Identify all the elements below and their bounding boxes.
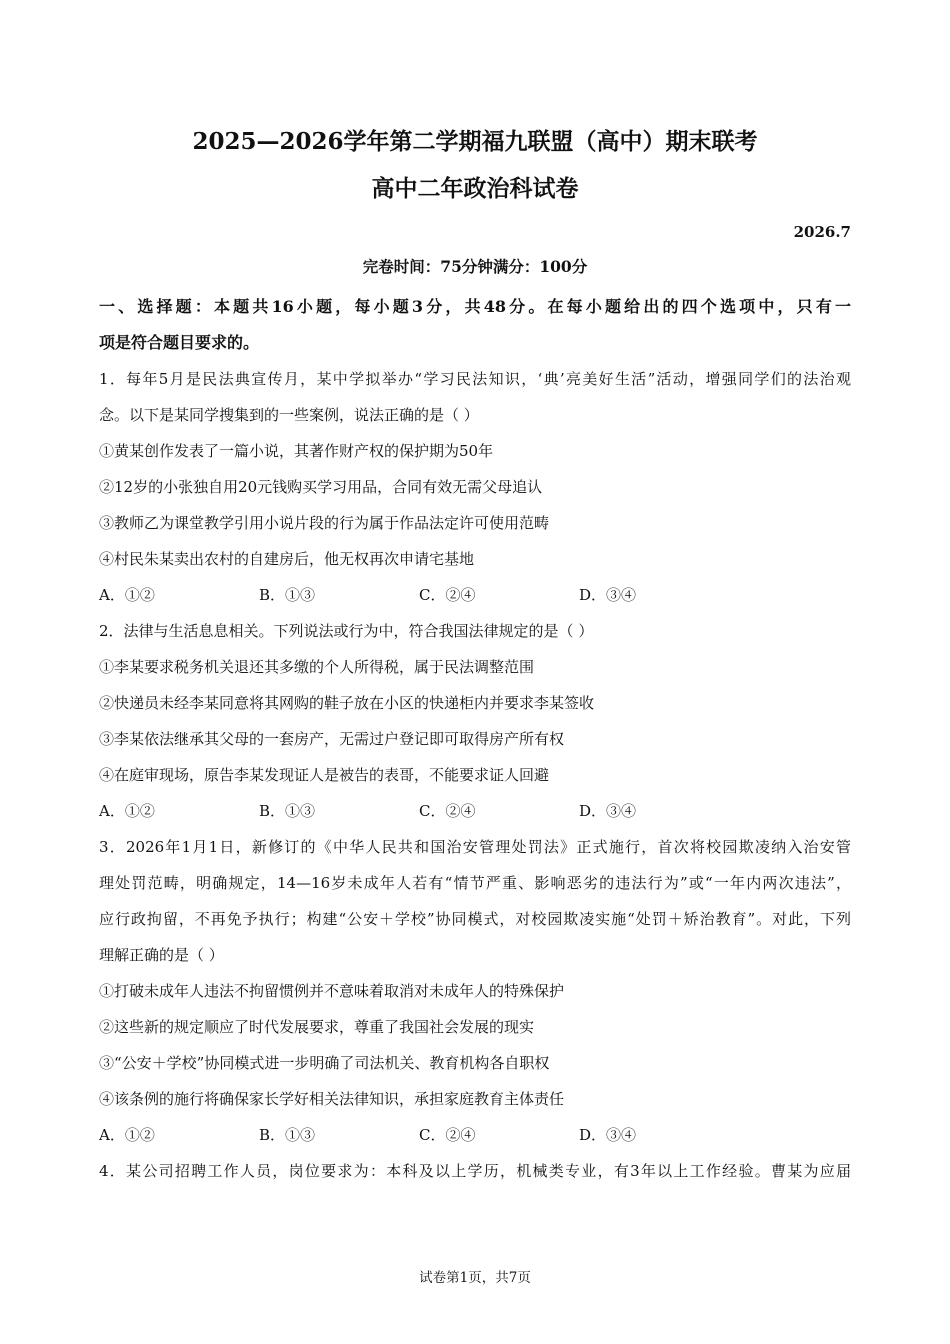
option-d: D．③④ <box>579 586 637 604</box>
exam-content <box>99 289 851 1189</box>
section-heading-line1: 一、选择题：本题共16小题，每小题3分，共48分。在每小题给出的四个选项中，只有一 <box>99 297 851 316</box>
answer-options <box>99 577 851 613</box>
statement-item: ③“公安＋学校”协同模式进一步明确了司法机关、教育机构各自职权 <box>99 1054 550 1072</box>
option-b: B．①③ <box>259 586 316 604</box>
option-c: C．②④ <box>419 586 476 604</box>
question-stem-line: 3．2026年1月1日，新修订的《中华人民共和国治安管理处罚法》正式施行，首次将校园欺凌纳入治安管 <box>99 838 851 856</box>
answer-options <box>99 793 851 829</box>
answer-options <box>99 1117 851 1153</box>
question-stem-line: 4．某公司招聘工作人员，岗位要求为：本科及以上学历，机械类专业，有3年以上工作经验。曹某为应届 <box>99 1162 851 1180</box>
option-b: B．①③ <box>259 1126 316 1144</box>
statement-item: ③李某依法继承其父母的一套房产，无需过户登记即可取得房产所有权 <box>99 730 565 748</box>
question-stem-line: 念。以下是某同学搜集到的一些案例，说法正确的是（ ） <box>99 406 479 424</box>
statement-item: ②快递员未经李某同意将其网购的鞋子放在小区的快递柜内并要求李某签收 <box>99 694 595 712</box>
statement-item: ②这些新的规定顺应了时代发展要求，尊重了我国社会发展的现实 <box>99 1018 535 1036</box>
question-3 <box>99 829 851 1153</box>
option-c: C．②④ <box>419 1126 476 1144</box>
statement-item: ④村民朱某卖出农村的自建房后，他无权再次申请宅基地 <box>99 550 475 568</box>
statement-item: ①黄某创作发表了一篇小说，其著作财产权的保护期为50年 <box>99 442 494 460</box>
statement-item: ④该条例的施行将确保家长学好相关法律知识，承担家庭教育主体责任 <box>99 1090 565 1108</box>
question-stem-line: 理解正确的是（ ） <box>99 946 224 964</box>
question-stem-line: 应行政拘留，不再免予执行；构建“公安＋学校”协同模式，对校园欺凌实施“处罚＋矫治教育”。对此，下列 <box>99 910 851 928</box>
statement-item: ④在庭审现场，原告李某发现证人是被告的表哥，不能要求证人回避 <box>99 766 550 784</box>
question-1 <box>99 361 851 613</box>
question-stem-line: 2．法律与生活息息相关。下列说法或行为中，符合我国法律规定的是（ ） <box>99 622 594 640</box>
statement-item: ①李某要求税务机关退还其多缴的个人所得税，属于民法调整范围 <box>99 658 535 676</box>
option-d: D．③④ <box>579 1126 637 1144</box>
option-b: B．①③ <box>259 802 316 820</box>
statement-item: ②12岁的小张独自用20元钱购买学习用品，合同有效无需父母追认 <box>99 478 543 496</box>
statement-item: ③教师乙为课堂教学引用小说片段的行为属于作品法定许可使用范畴 <box>99 514 550 532</box>
question-stem-line: 理处罚范畴，明确规定，14—16岁未成年人若有“情节严重、影响恶劣的违法行为”或“一年内两次违法”， <box>99 874 851 892</box>
option-c: C．②④ <box>419 802 476 820</box>
statement-item: ①打破未成年人违法不拘留惯例并不意味着取消对未成年人的特殊保护 <box>99 982 565 1000</box>
question-2 <box>99 613 851 829</box>
option-a: A．①② <box>99 586 155 604</box>
exam-subtitle: 高中二年政治科试卷 <box>371 175 579 202</box>
page-footer: 试卷第1页，共7页 <box>419 1270 531 1286</box>
option-a: A．①② <box>99 1126 155 1144</box>
question-stem-line: 1．每年5月是民法典宣传月，某中学拟举办“学习民法知识，‘典’亮美好生活”活动，增强同学们的法治观 <box>99 370 851 388</box>
section-heading-line2: 项是符合题目要求的。 <box>99 333 260 352</box>
option-d: D．③④ <box>579 802 637 820</box>
option-a: A．①② <box>99 802 155 820</box>
exam-date: 2026.7 <box>793 223 851 241</box>
exam-title: 2025—2026学年第二学期福九联盟（高中）期末联考 <box>192 128 758 155</box>
exam-time-score: 完卷时间：75分钟满分：100分 <box>362 257 588 276</box>
question-4 <box>99 1153 851 1189</box>
